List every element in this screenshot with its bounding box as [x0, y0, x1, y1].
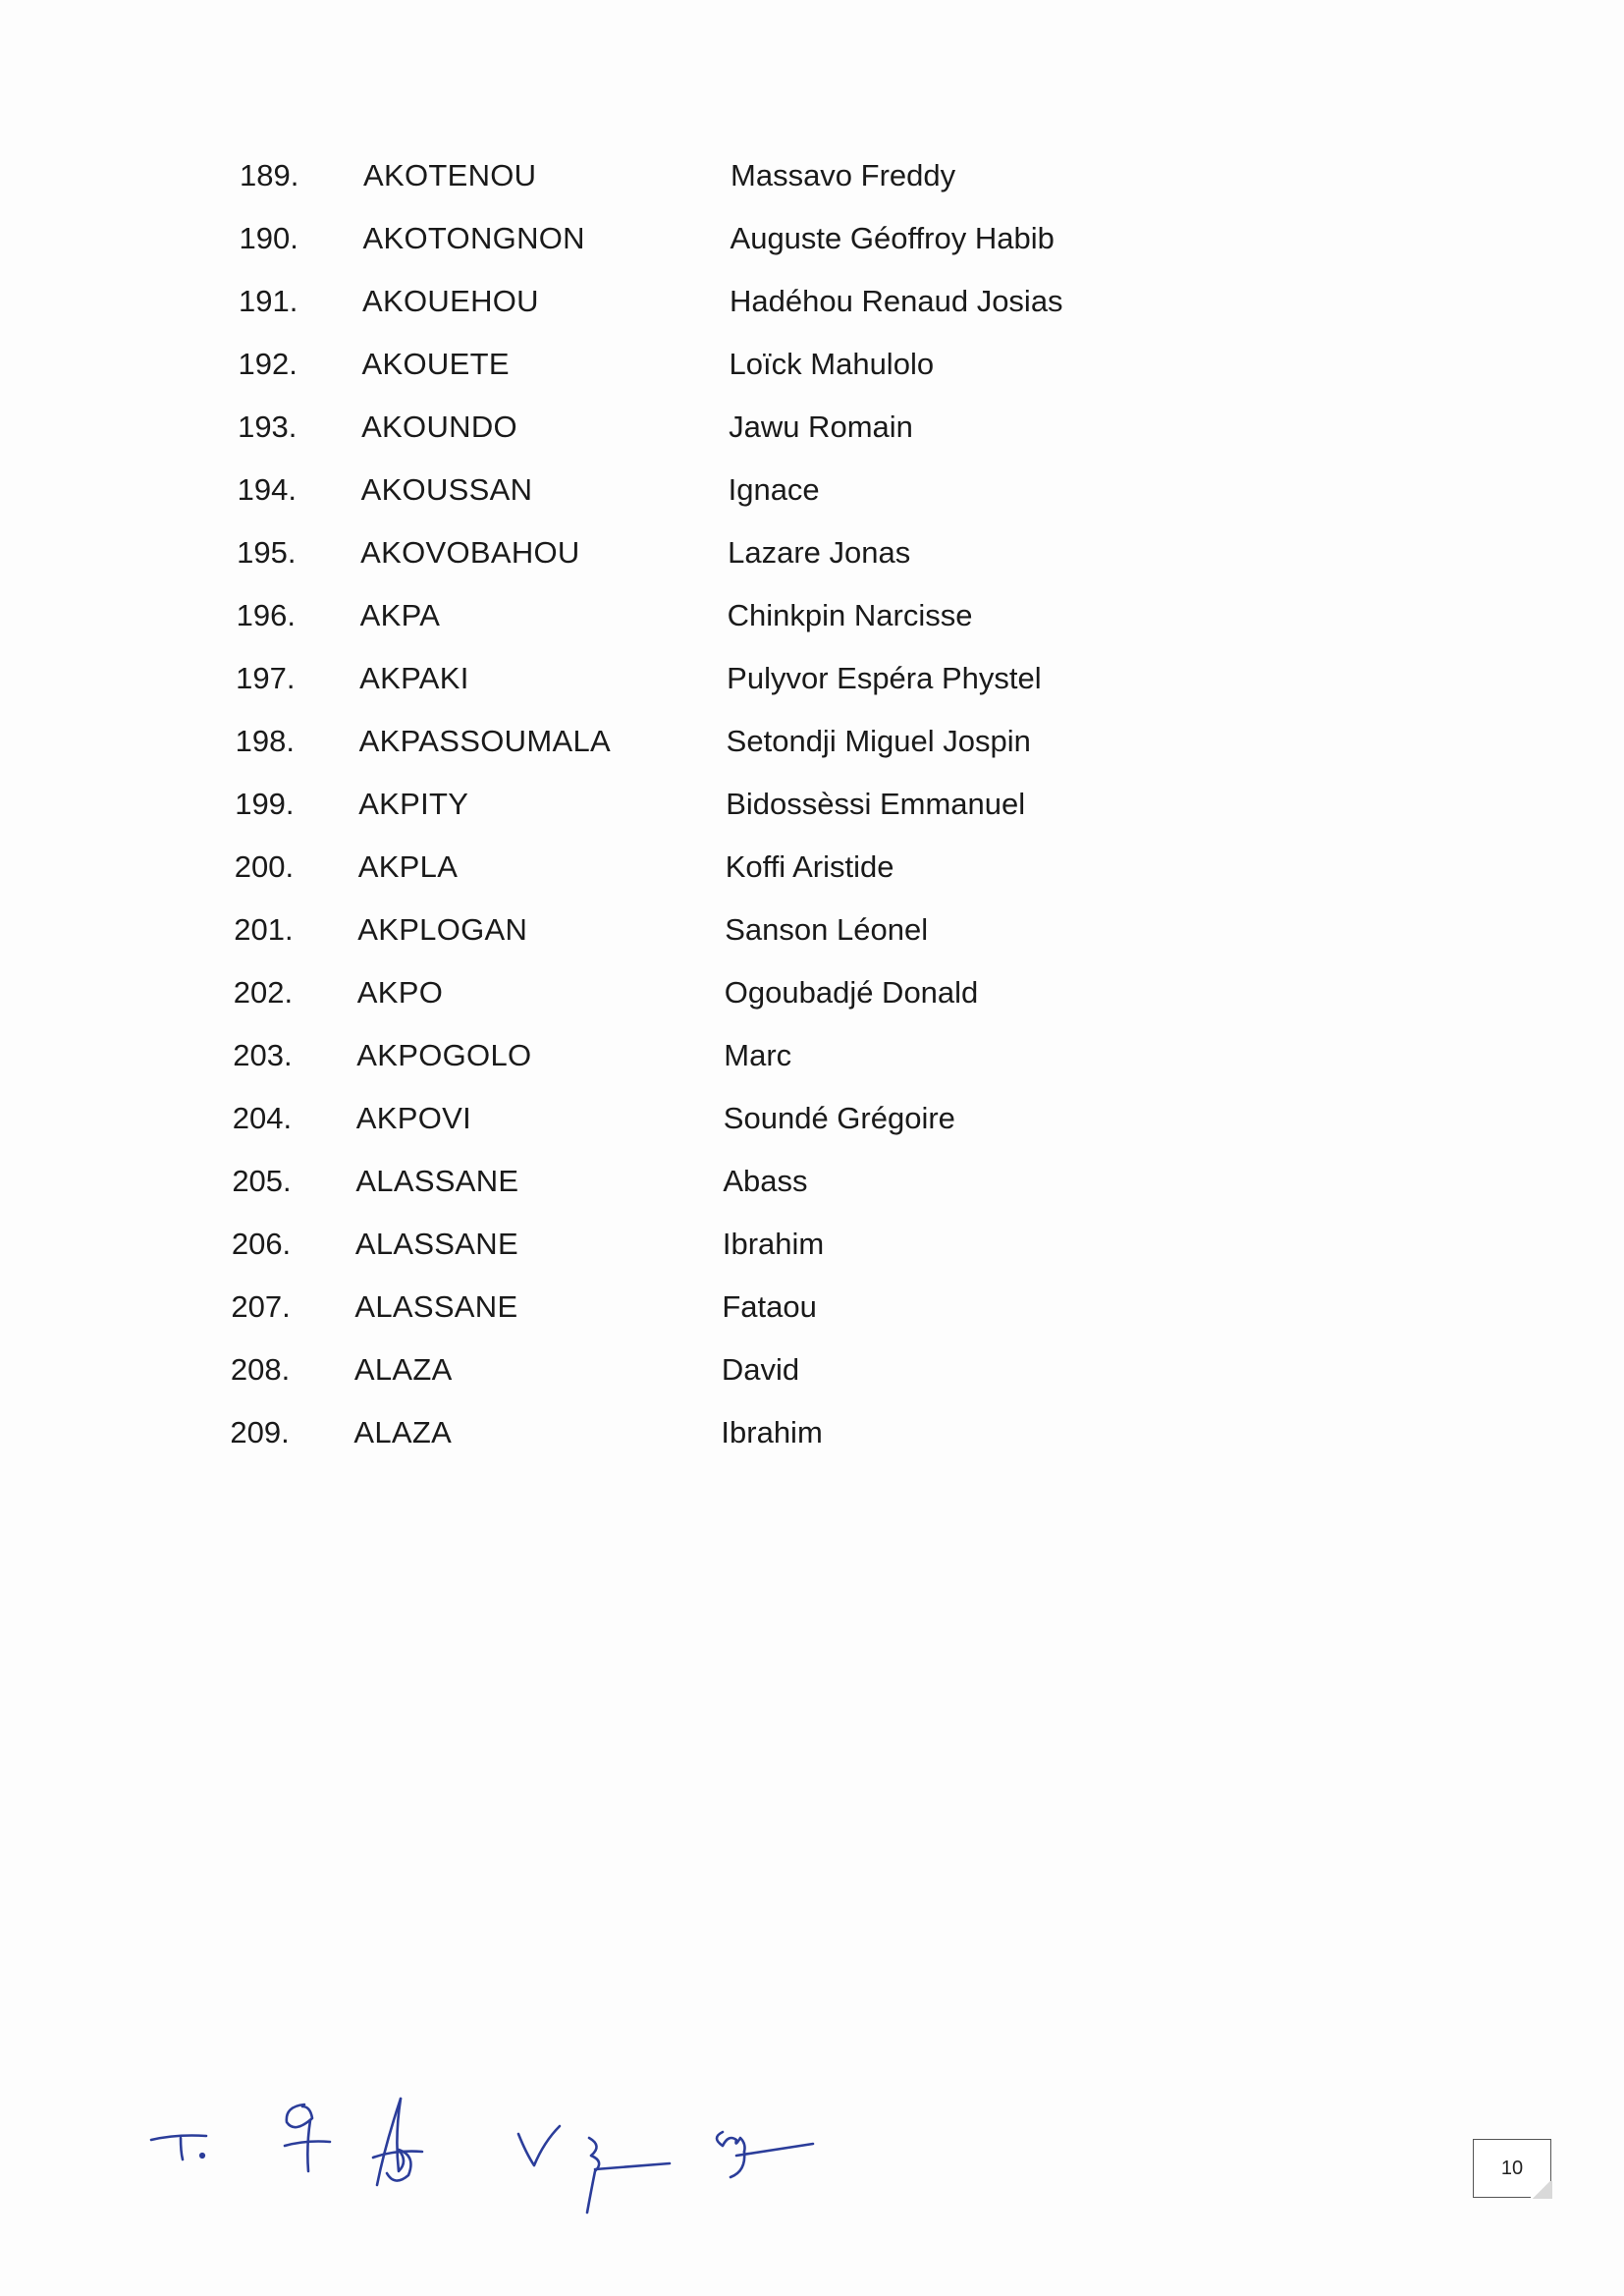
list-item: [0, 1278, 1615, 1337]
entry-given-names: Abass: [723, 1164, 808, 1198]
entry-surname: AKOUNDO: [361, 410, 517, 444]
entry-given-names: Ignace: [728, 472, 820, 507]
entry-given-names: Jawu Romain: [729, 410, 913, 444]
list-item: [0, 901, 1618, 959]
list-item: [0, 523, 1621, 582]
entry-number: 194.: [237, 472, 297, 507]
entry-given-names: Pulyvor Espéra Phystel: [727, 661, 1042, 695]
entry-given-names: Setondji Miguel Jospin: [726, 724, 1031, 758]
entry-number: 203.: [233, 1038, 293, 1072]
list-item: [0, 1026, 1617, 1085]
entry-surname: AKPOVI: [355, 1101, 472, 1135]
entry-surname: AKPA: [359, 598, 441, 632]
entry-number: 204.: [232, 1101, 293, 1135]
entry-surname: AKPASSOUMALA: [358, 724, 611, 758]
entry-number: 205.: [232, 1164, 292, 1198]
entry-given-names: Chinkpin Narcisse: [727, 598, 973, 632]
list-item: [0, 461, 1622, 519]
signature-3: [373, 2099, 422, 2185]
list-item: [0, 1340, 1615, 1399]
entry-surname: AKPLA: [357, 849, 459, 884]
entry-surname: AKOVOBAHOU: [360, 535, 580, 570]
signature-2: [285, 2105, 330, 2171]
page-number: 10: [1473, 2139, 1551, 2198]
list-item: [0, 963, 1618, 1022]
entry-given-names: Hadéhou Renaud Josias: [730, 284, 1063, 318]
entry-number: 190.: [239, 221, 298, 255]
entry-surname: ALASSANE: [355, 1164, 519, 1198]
list-item: [0, 1403, 1614, 1462]
list-item: [0, 586, 1621, 645]
list-item: [0, 775, 1619, 834]
entry-surname: ALASSANE: [354, 1289, 518, 1324]
signature-6: [717, 2132, 813, 2177]
entry-surname: ALAZA: [353, 1415, 453, 1449]
list-item: [0, 335, 1623, 394]
entry-surname: AKOUETE: [361, 347, 510, 381]
entry-number: 206.: [231, 1227, 292, 1261]
signature-1: [151, 2136, 206, 2160]
entry-given-names: Soundé Grégoire: [723, 1101, 955, 1135]
entry-given-names: Ibrahim: [722, 1227, 825, 1261]
list-item: [0, 146, 1624, 205]
entry-given-names: Koffi Aristide: [725, 849, 894, 884]
list-item: [0, 1089, 1617, 1148]
entry-number: 193.: [238, 410, 298, 444]
list-item: [0, 1215, 1616, 1274]
entry-given-names: Ogoubadjé Donald: [724, 975, 979, 1010]
entry-number: 199.: [235, 787, 295, 821]
entry-surname: AKPOGOLO: [356, 1038, 532, 1072]
entry-given-names: Loïck Mahulolo: [729, 347, 935, 381]
entry-number: 196.: [236, 598, 296, 632]
entry-given-names: Fataou: [722, 1289, 817, 1324]
entry-surname: AKOUSSAN: [360, 472, 533, 507]
entry-surname: ALAZA: [353, 1352, 453, 1387]
entry-given-names: Lazare Jonas: [728, 535, 911, 570]
entry-surname: AKPO: [356, 975, 444, 1010]
entry-given-names: Bidossèssi Emmanuel: [726, 787, 1026, 821]
list-item: [0, 209, 1624, 268]
entry-given-names: David: [721, 1352, 800, 1387]
signature-4: [518, 2126, 560, 2165]
entry-number: 197.: [236, 661, 296, 695]
list-item: [0, 838, 1619, 897]
list-item: [0, 712, 1620, 771]
signature-5: [587, 2138, 670, 2213]
entry-given-names: Massavo Freddy: [731, 158, 956, 192]
entry-given-names: Marc: [724, 1038, 792, 1072]
signatures: [137, 2077, 844, 2214]
entry-surname: AKOUEHOU: [362, 284, 539, 318]
list-item: [0, 272, 1623, 331]
entry-number: 209.: [230, 1415, 290, 1449]
entry-number: 192.: [238, 347, 298, 381]
entry-number: 198.: [235, 724, 296, 758]
entry-number: 191.: [239, 284, 298, 318]
list-item: [0, 398, 1622, 457]
entry-surname: AKPITY: [358, 787, 469, 821]
entry-given-names: Sanson Léonel: [725, 912, 929, 947]
entry-number: 201.: [234, 912, 294, 947]
entry-number: 189.: [240, 158, 299, 192]
entry-surname: AKOTENOU: [363, 158, 537, 192]
entry-surname: AKPAKI: [359, 661, 469, 695]
entry-number: 208.: [230, 1352, 291, 1387]
entry-given-names: Ibrahim: [721, 1415, 823, 1449]
entry-number: 195.: [237, 535, 297, 570]
entry-given-names: Auguste Géoffroy Habib: [730, 221, 1055, 255]
entry-number: 200.: [234, 849, 295, 884]
entry-surname: AKOTONGNON: [362, 221, 585, 255]
entry-surname: AKPLOGAN: [357, 912, 528, 947]
entry-number: 202.: [233, 975, 294, 1010]
list-item: [0, 1152, 1616, 1211]
entry-number: 207.: [231, 1289, 291, 1324]
list-item: [0, 649, 1620, 708]
entry-surname: ALASSANE: [354, 1227, 518, 1261]
